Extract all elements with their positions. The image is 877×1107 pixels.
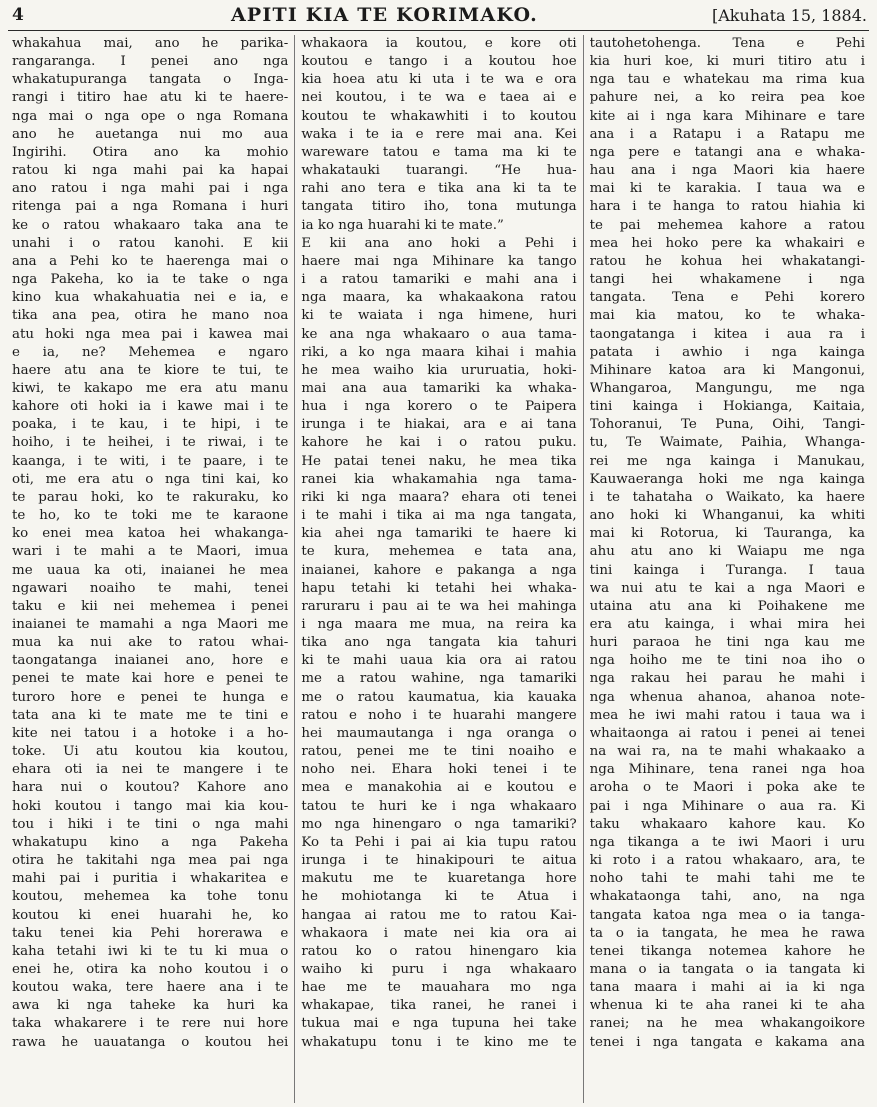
text-line: he mea waiho kia ururuatia, hoki-	[301, 362, 577, 378]
text-line: nga tikanga a te iwi Maori i uru	[589, 834, 865, 850]
text-line: nga rakau hei parau he mahi i	[589, 671, 865, 687]
issue-date: [Akuhata 15, 1884.	[711, 5, 867, 25]
text-line: ki te mahi uaua kia ora ai ratou	[301, 653, 577, 669]
text-line: ranei kia whakamahia nga tama-	[301, 471, 577, 487]
text-line: ana i a Ratapu i a Ratapu me	[589, 126, 865, 142]
text-line: mai ki Rotorua, ki Tauranga, ka	[589, 526, 865, 542]
text-line: whaitaonga ai ratou i penei ai tenei	[589, 725, 865, 741]
text-line: Tohoranui, Te Puna, Oihi, Tangi-	[589, 417, 865, 433]
text-line: hoki koutou i tango mai kia kou-	[12, 798, 289, 814]
text-line: mai ki te karakia. I taua wa e	[589, 181, 865, 197]
text-line: i a ratou tamariki e mahi ana i	[301, 272, 577, 288]
text-line: tenei i nga tangata e kakama ana	[589, 1034, 865, 1050]
text-line: inaianei, kahore e pakanga a nga	[301, 562, 577, 578]
text-line: i te tahataha o Waikato, ka haere	[589, 489, 865, 505]
text-line: tana maara i mahi ai ia ki nga	[589, 980, 865, 996]
text-line: toke. Ui atu koutou kia koutou,	[12, 744, 289, 760]
text-line: mana o ia tangata o ia tangata ki	[589, 961, 865, 977]
text-line: hara nui o koutou? Kahore ano	[12, 780, 289, 796]
page-header	[8, 0, 869, 31]
text-line: mea hei hoko pere ka whakairi e	[589, 235, 865, 251]
text-line: tangi hei whakamene i nga	[589, 272, 865, 288]
text-line: me uaua ka oti, inaianei he mea	[12, 562, 289, 578]
text-line: He patai tenei naku, he mea tika	[301, 453, 577, 469]
text-line: hoiho, i te heihei, i te riwai, i te	[12, 435, 289, 451]
text-line: ratou he kohua hei whakatangi-	[589, 253, 865, 269]
text-line: whakaora i mate nei kia ora ai	[301, 925, 577, 941]
text-line: whakatupu kino a nga Pakeha	[12, 834, 289, 850]
text-line: whakaora ia koutou, e kore oti	[301, 36, 577, 51]
text-line: tou i hiki i te tini o nga mahi	[12, 816, 289, 832]
text-line: tini kainga i Hokianga, Kaitaia,	[589, 399, 865, 415]
text-line: pai i nga Mihinare o aua ra. Ki	[589, 798, 865, 814]
text-line: hei maumautanga i nga oranga o	[301, 725, 577, 741]
text-line: koutou e tango i a koutou hoe	[301, 54, 577, 70]
text-line: taka whakarere i te rere nui hore	[12, 1016, 289, 1032]
text-line: ano hoki ki Whanganui, ka whiti	[589, 508, 865, 524]
text-line: hangaa ai ratou me to ratou Kai-	[301, 907, 577, 923]
text-line: ki te waiata i nga himene, huri	[301, 308, 577, 324]
text-line: ano he auetanga nui mo aua	[12, 126, 289, 142]
text-line: patata i awhio i nga kainga	[589, 344, 865, 360]
text-line: nei koutou, i te wa e taea ai e	[301, 90, 577, 106]
text-line: ia ko nga huarahi ki te mate.”	[301, 217, 504, 233]
text-line: mahi pai i puritia i whakaritea e	[12, 871, 289, 887]
text-line: hara i te hanga to ratou hiahia ki	[589, 199, 865, 215]
text-line: whakapae, tika ranei, he ranei i	[301, 998, 577, 1014]
text-line: Whangaroa, Mangungu, me nga	[589, 380, 865, 396]
text-line: nga Mihinare, tena ranei nga hoa	[589, 762, 865, 778]
text-line: penei te mate kai hore e penei te	[12, 671, 289, 687]
text-line: ke o ratou whakaaro taka ana te	[12, 217, 289, 233]
text-line: rangaranga. I penei ano nga	[12, 54, 289, 70]
column-1	[6, 35, 294, 1103]
text-line: wareware tatou e tama ma ki te	[301, 144, 577, 160]
text-line: rahi ano tera e tika ana ki ta te	[301, 181, 577, 197]
text-line: irunga i te hinakipouri te aitua	[301, 853, 577, 869]
text-line: nga whenua ahanoa, ahanoa note-	[589, 689, 865, 705]
text-line: hau ana i nga Maori kia haere	[589, 163, 865, 179]
text-line: e ia, ne? Mehemea e ngaro	[12, 344, 289, 360]
text-line: kaanga, i te witi, i te paare, i te	[12, 453, 289, 469]
text-line: taku tenei kia Pehi horerawa e	[12, 925, 289, 941]
text-line: ngawari noaiho te mahi, tenei	[12, 580, 289, 596]
text-line: ana a Pehi ko te haerenga mai o	[12, 253, 289, 269]
text-line: tu, Te Waimate, Paihia, Whanga-	[589, 435, 865, 451]
text-line: whenua ki te aha ranei ki te aha	[589, 998, 865, 1014]
text-line: kia ahei nga tamariki te haere ki	[301, 526, 577, 542]
text-line: kahore oti hoki ia i kawe mai i te	[12, 399, 289, 415]
text-line: whakatupu tonu i te kino me te	[301, 1034, 577, 1050]
text-line: taku whakaaro kahore kau. Ko	[589, 816, 865, 832]
text-line: mea he iwi mahi ratou i taua wa i	[589, 707, 865, 723]
text-line: te ho, ko te toki me te karaone	[12, 508, 289, 524]
text-line: haere mai nga Mihinare ka tango	[301, 253, 577, 269]
text-line: hae me te mauahara mo nga	[301, 980, 577, 996]
text-line: hua i nga korero o te Paipera	[301, 399, 577, 415]
text-line: tini kainga i Turanga. I taua	[589, 562, 865, 578]
text-line: kia huri koe, ki muri titiro atu i	[589, 54, 865, 70]
text-line: koutou te whakawhiti i to koutou	[301, 108, 577, 124]
text-line: tata ana ki te mate me te tini e	[12, 707, 289, 723]
text-line: inaianei te mamahi a nga Maori me	[12, 617, 289, 632]
text-line: tukua mai e nga tupuna hei take	[301, 1016, 577, 1032]
text-line: mai kia matou, ko te whaka-	[589, 308, 865, 324]
text-line: kia hoea atu ki uta i te wa e ora	[301, 72, 577, 88]
text-line: whakatupuranga tangata o Inga-	[12, 72, 289, 88]
text-line: tangata titiro iho, tona mutunga	[301, 199, 577, 215]
text-line: riki, a ko nga maara kihai i mahia	[301, 344, 577, 360]
text-line: turoro hore e penei te hunga e	[12, 689, 289, 705]
text-line: tenei tikanga notemea kahore he	[589, 943, 865, 959]
text-line: rangi i titiro hae atu ki te haere-	[12, 90, 289, 106]
text-line: ratou ki nga mahi pai ka hapai	[12, 163, 289, 179]
text-line: Mihinare katoa ara ki Mangonui,	[589, 362, 865, 378]
text-line: nga pere e tatangi ana e whaka-	[589, 144, 865, 160]
text-line: kiwi, te kakapo me era atu manu	[12, 380, 289, 396]
text-line: rawa he uauatanga o koutou hei	[12, 1034, 289, 1050]
text-line: Ko ta Pehi i pai ai kia tupu ratou	[301, 834, 577, 850]
column-3	[583, 35, 871, 1103]
text-line: makutu me te kuaretanga hore	[301, 871, 577, 887]
text-line: wari i te mahi a te Maori, imua	[12, 544, 289, 560]
text-line: Ingirihi. Otira ano ka mohio	[12, 144, 289, 160]
text-line: waka i te ia e rere mai ana. Kei	[301, 126, 577, 142]
text-line: utaina atu ana ki Poihakene me	[589, 598, 865, 614]
text-line: tangata katoa nga mea o ia tanga-	[589, 907, 865, 923]
text-line: huri paraoa he tini nga kau me	[589, 635, 865, 651]
text-line: te pai mehemea kahore a ratou	[589, 217, 865, 233]
text-line: ratou e noho i te huarahi mangere	[301, 707, 577, 723]
text-line: kite ai i nga kara Mihinare e tare	[589, 108, 865, 124]
text-line: awa ki nga taheke ka huri ka	[12, 998, 289, 1014]
text-line: ranei; na he mea whakangoikore	[589, 1016, 865, 1032]
text-line: Kauwaeranga hoki me nga kainga	[589, 471, 865, 487]
text-line: me o ratou kaumatua, kia kauaka	[301, 689, 577, 705]
text-line: ke ana nga whakaaro o aua tama-	[301, 326, 577, 342]
text-line: taku e kii nei mehemea i penei	[12, 598, 289, 614]
text-line: tatou te huri ke i nga whakaaro	[301, 798, 577, 814]
text-line: te parau hoki, ko te rakuraku, ko	[12, 489, 289, 505]
text-line: kite nei tatou i a hotoke i a ho-	[12, 725, 289, 741]
text-line: na wai ra, na te mahi whakaako a	[589, 744, 865, 760]
text-line: ki roto i a ratou whakaaro, ara, te	[589, 853, 865, 869]
text-line: ratou, penei me te tini noaiho e	[301, 744, 577, 760]
text-line: whakataonga tahi, ano, na nga	[589, 889, 865, 905]
text-line: noho nei. Ehara hoki tenei i te	[301, 762, 577, 778]
text-line: kahore he kai i o ratou puku.	[301, 435, 577, 451]
text-line: koutou, mehemea ka tohe tonu	[12, 889, 289, 905]
text-line: he mohiotanga ki te Atua i	[301, 889, 577, 905]
text-line: koutou waka, tere haere ana i te	[12, 980, 289, 996]
text-line: hapu tetahi ki tetahi hei whaka-	[301, 580, 577, 596]
text-line: irunga i te hiakai, ara e ai tana	[301, 417, 577, 433]
text-line: atu hoki nga mea pai i kawea mai	[12, 326, 289, 342]
text-line: mo nga hinengaro o nga tamariki?	[301, 816, 577, 832]
text-line: wa nui atu te kai a nga Maori e	[589, 580, 865, 596]
page-title: APITI KIA TE KORIMAKO.	[230, 4, 538, 26]
text-line: unahi i o ratou kanohi. E kii	[12, 235, 289, 251]
text-line: taongatanga i kitea i aua ra i	[589, 326, 865, 342]
text-line: nga mai o nga ope o nga Romana	[12, 108, 289, 124]
text-line: ritenga pai a nga Romana i huri	[12, 199, 289, 215]
text-line: otira he takitahi nga mea pai nga	[12, 853, 289, 869]
text-line: enei he, otira ka noho koutou i o	[12, 961, 289, 977]
text-line: nga hoiho me te tini noa iho o	[589, 653, 865, 669]
text-line: tautohetohenga. Tena e Pehi	[589, 36, 865, 51]
text-line: ratou ko o ratou hinengaro kia	[301, 943, 577, 959]
text-line: koutou ki enei huarahi he, ko	[12, 907, 289, 923]
text-line: nga maara, ka whakaakona ratou	[301, 290, 577, 306]
text-line: i nga maara me mua, na reira ka	[301, 617, 577, 632]
text-line: mai ana aua tamariki ka whaka-	[301, 380, 577, 396]
text-line: raruraru i pau ai te wa hei mahinga	[301, 598, 577, 614]
text-line: tika ana pea, otira he mano noa	[12, 308, 289, 324]
text-line: whakahua mai, ano he parika-	[12, 36, 289, 51]
text-line: whakatauki tuarangi. “He hua-	[301, 163, 577, 179]
text-line: kino kua whakahuatia nei e ia, e	[12, 290, 289, 306]
text-line: i te mahi i tika ai ma nga tangata,	[301, 508, 577, 524]
text-line: noho tahi te mahi tahi me te	[589, 871, 865, 887]
text-line: ano ratou i nga mahi pai i nga	[12, 181, 289, 197]
text-line: pahure nei, a ko reira pea koe	[589, 90, 865, 106]
text-line: mua ka nui ake to ratou whai-	[12, 635, 289, 651]
text-line: ko enei mea katoa hei whakanga-	[12, 526, 289, 542]
text-line: te kura, mehemea e tata ana,	[301, 544, 577, 560]
text-line: rei me nga kainga i Manukau,	[589, 453, 865, 469]
text-line: kaha tetahi iwi ki te tu ki mua o	[12, 943, 289, 959]
text-line: era atu kainga, i whai mira hei	[589, 617, 865, 632]
text-line: mea e manakohia ai e koutou e	[301, 780, 577, 796]
page-number: 4	[12, 5, 24, 25]
text-line: taongatanga inaianei ano, hore e	[12, 653, 289, 669]
column-2	[294, 35, 582, 1103]
text-line: me a ratou wahine, nga tamariki	[301, 671, 577, 687]
text-line: tangata. Tena e Pehi korero	[589, 290, 865, 306]
text-line: oti, me era atu o nga tini kai, ko	[12, 471, 289, 487]
text-line: nga tau e whatekau ma rima kua	[589, 72, 865, 88]
text-columns	[6, 35, 871, 1103]
text-line: nga Pakeha, ko ia te take o nga	[12, 272, 289, 288]
text-line: riki ki nga maara? ehara oti tenei	[301, 489, 577, 505]
text-line: haere atu ana te kiore te tui, te	[12, 362, 289, 378]
text-line: ahu atu ano ki Waiapu me nga	[589, 544, 865, 560]
text-line: E kii ana ano hoki a Pehi i	[301, 235, 577, 251]
text-line: poaka, i te kau, i te hipi, i te	[12, 417, 289, 433]
text-line: aroha o te Maori i poka ake te	[589, 780, 865, 796]
text-line: ta o ia tangata, he mea he rawa	[589, 925, 865, 941]
text-line: waiho ki puru i nga whakaaro	[301, 961, 577, 977]
text-line: tika ano nga tangata kia tahuri	[301, 635, 577, 651]
text-line: ehara oti ia nei te mangere i te	[12, 762, 289, 778]
